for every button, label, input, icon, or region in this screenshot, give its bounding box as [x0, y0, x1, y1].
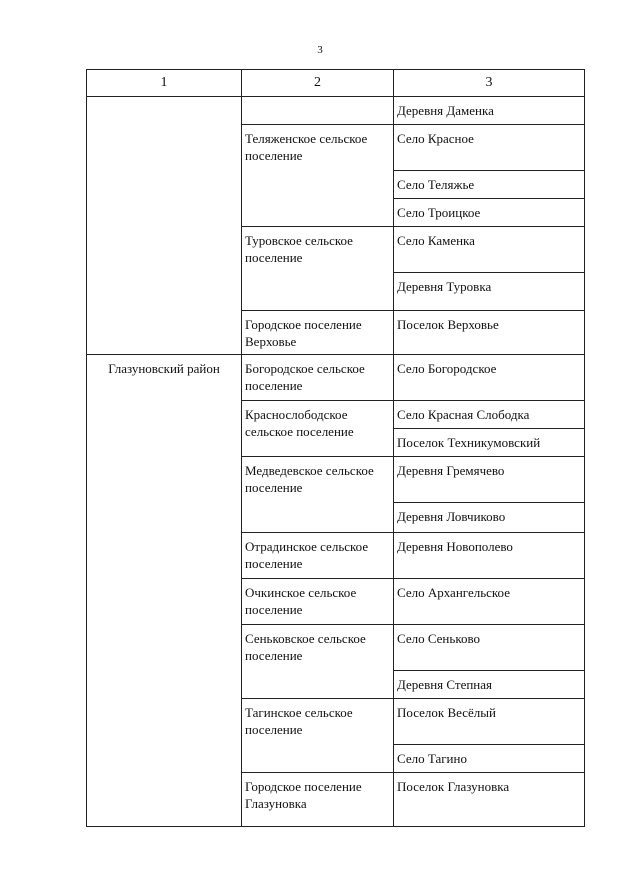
- settlement-cell: Туровское сельское поселение: [242, 227, 394, 311]
- locality-cell: Деревня Даменка: [394, 97, 585, 125]
- page-number: 3: [317, 44, 323, 56]
- district-cell: [87, 97, 242, 355]
- locality-cell: Поселок Весёлый: [394, 699, 585, 745]
- header-row: [87, 70, 585, 97]
- locality-cell: Деревня Новополево: [394, 533, 585, 579]
- column-header-2: 2: [242, 70, 394, 97]
- locality-cell: Деревня Степная: [394, 671, 585, 699]
- locality-cell: Село Сеньково: [394, 625, 585, 671]
- table-row: [87, 355, 585, 401]
- settlement-cell: Краснослободское сельское поселение: [242, 401, 394, 457]
- locality-cell: Село Каменка: [394, 227, 585, 273]
- column-header-3: 3: [394, 70, 585, 97]
- settlement-cell: Городское поселение Верховье: [242, 311, 394, 355]
- settlement-cell: Городское поселение Глазуновка: [242, 773, 394, 827]
- settlement-cell: Медведевское сельское поселение: [242, 457, 394, 533]
- district-cell: Глазуновский район: [87, 355, 242, 827]
- locality-cell: Деревня Ловчиково: [394, 503, 585, 533]
- settlement-cell: Отрадинское сельское поселение: [242, 533, 394, 579]
- locality-cell: Село Тагино: [394, 745, 585, 773]
- settlement-cell: [242, 97, 394, 125]
- locality-cell: Деревня Гремячево: [394, 457, 585, 503]
- locality-cell: Село Красное: [394, 125, 585, 171]
- locality-cell: Поселок Глазуновка: [394, 773, 585, 827]
- settlement-cell: Богородское сельское поселение: [242, 355, 394, 401]
- settlements-table: [86, 69, 585, 827]
- locality-cell: Село Красная Слободка: [394, 401, 585, 429]
- table-body: [87, 97, 585, 827]
- locality-cell: Село Троицкое: [394, 199, 585, 227]
- locality-cell: Поселок Техникумовский: [394, 429, 585, 457]
- locality-cell: Село Богородское: [394, 355, 585, 401]
- table-row: [87, 97, 585, 125]
- locality-cell: Село Теляжье: [394, 171, 585, 199]
- locality-cell: Деревня Туровка: [394, 273, 585, 311]
- settlement-cell: Теляженское сельское поселение: [242, 125, 394, 227]
- locality-cell: Село Архангельское: [394, 579, 585, 625]
- settlement-cell: Сеньковское сельское поселение: [242, 625, 394, 699]
- settlement-cell: Тагинское сельское поселение: [242, 699, 394, 773]
- locality-cell: Поселок Верховье: [394, 311, 585, 355]
- settlement-cell: Очкинское сельское поселение: [242, 579, 394, 625]
- column-header-1: 1: [87, 70, 242, 97]
